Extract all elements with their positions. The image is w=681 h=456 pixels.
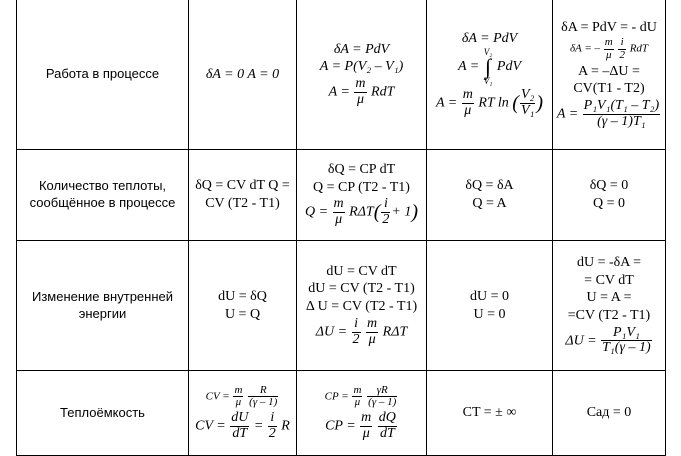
row-label-energy: Изменение внутренней энергии (17, 241, 189, 371)
row-energy (17, 241, 666, 371)
energy-isobaric: dU = CV dT dU = CV (T2 - T1) Δ U = CV (T2 - T1) ΔU = $\frac{i}{2}$ $\frac{m}{\mu}$ RΔT (297, 241, 427, 371)
work-isothermal: δA = PdV A = V₂ ∫ V₁ PdV A = $\frac{m}{\mu}$ RT ln ( $\frac{\text{V₂}}{\text{V₁}}$ ) (427, 0, 553, 150)
capacity-isothermal: CT = ± ∞ (427, 371, 553, 456)
energy-isochoric: dU = δQ U = Q (189, 241, 297, 371)
thermo-process-table (16, 0, 666, 456)
integral-sign: V₂ ∫ V₁ (483, 47, 493, 87)
capacity-isochoric: CV = $\frac{m}{\mu}$ $\frac{R}{(\gamma - 1)}$ CV = $\frac{dU}{dT}$ = $\frac{i}{2}$ R (189, 371, 297, 456)
row-heat (17, 150, 666, 241)
capacity-adiabatic: Cад = 0 (553, 371, 666, 456)
capacity-isobaric: CP = $\frac{m}{\mu}$ $\frac{\gamma R}{(\gamma - 1)}$ CP = $\frac{m}{\mu}$ $\frac{dQ}{dT}$ (297, 371, 427, 456)
row-label-work: Работа в процессе (17, 0, 189, 150)
heat-isochoric: δQ = CV dT Q = CV (T2 - T1) (189, 150, 297, 241)
heat-isobaric: δQ = CP dT Q = CP (T2 - T1) Q = $\frac{m}{\mu}$ RΔT( $\frac{i}{2}$ + 1) (297, 150, 427, 241)
work-isobaric: δA = PdV A = P(V₂ – V₁) A = $\frac{m}{\mu}$ RdT (297, 0, 427, 150)
work-adiabatic: δA = PdV = - dU δA = – $\frac{m}{\mu}$ $\frac{i}{2}$ RdT A = –ΔU = CV(T1 - T2) A = $\frac{\text{P₁V₁(T₁ – T₂)}}{\text{(γ – 1)T₁}}$ (553, 0, 666, 150)
row-label-capacity: Теплоёмкость (17, 371, 189, 456)
row-label-heat: Количество теплоты, сообщённое в процессе (17, 150, 189, 241)
energy-adiabatic: dU = -δA = = CV dT U = A = =CV (T2 - T1) ΔU = $\frac{\text{P₁V₁}}{\text{T₁(γ – 1)}}$ (553, 241, 666, 371)
energy-isothermal: dU = 0 U = 0 (427, 241, 553, 371)
heat-isothermal: δQ = δA Q = A (427, 150, 553, 241)
heat-adiabatic: δQ = 0 Q = 0 (553, 150, 666, 241)
work-isochoric: δA = 0 A = 0 (189, 0, 297, 150)
row-capacity (17, 371, 666, 456)
row-work (17, 0, 666, 150)
